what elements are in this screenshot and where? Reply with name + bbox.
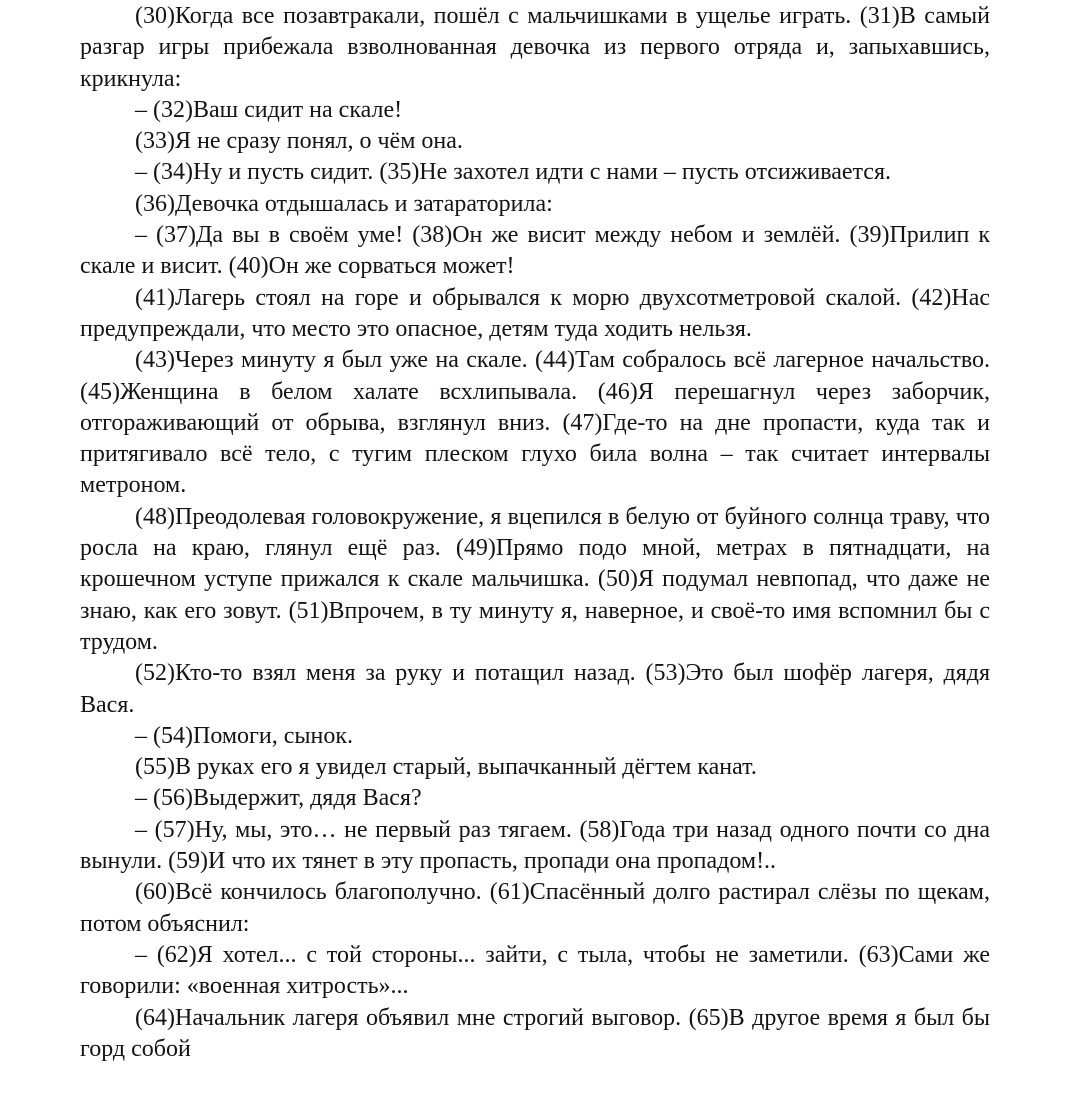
document-page: [80, 0, 990, 1105]
paragraph-57-59: – (57)Ну, мы, это… не первый раз тягаем. (58)Года три назад одного почти со дна вынули. (59)И что их тянет в эту пропасть, пропади она пропадом!..: [80, 816, 990, 875]
paragraph-62-63: – (62)Я хотел... с той стороны... зайти, с тыла, чтобы не заметили. (63)Сами же говорили: «военная хитрость»...: [80, 941, 990, 1000]
paragraph-32: – (32)Ваш сидит на скале!: [135, 96, 403, 123]
paragraph-55: (55)В руках его я увидел старый, выпачканный дёгтем канат.: [135, 754, 757, 781]
paragraph-48-51: (48)Преодолевая головокружение, я вцепился в белую от буйного солнца траву, что росла на краю, глянул ещё раз. (49)Прямо подо мной, метрах в пятнадцати, на крошечном уступе прижался к скале мальчишка. (50)Я подумал невпопад, что даже не знаю, как его зовут. (51)Впрочем, в ту минуту я, наверное, и своё-то имя вспомнил бы с трудом.: [80, 503, 990, 655]
paragraph-37-40: – (37)Да вы в своём уме! (38)Он же висит между небом и землёй. (39)Прилип к скале и висит. (40)Он же сорваться может!: [80, 222, 990, 280]
paragraph-56: – (56)Выдержит, дядя Вася?: [135, 785, 422, 812]
paragraph-52-53: (52)Кто-то взял меня за руку и потащил назад. (53)Это был шофёр лагеря, дядя Вася.: [80, 660, 990, 718]
paragraph-60-61: (60)Всё кончилось благополучно. (61)Спасённый долго растирал слёзы по щекам, потом объяснил:: [80, 879, 990, 937]
paragraph-41-42: (41)Лагерь стоял на горе и обрывался к морю двухсотметровой скалой. (42)Нас предупреждали, что место это опасное, детям туда ходить нельзя.: [80, 284, 990, 342]
paragraph-43-47: (43)Через минуту я был уже на скале. (44)Там собралось всё лагерное начальство. (45)Женщина в белом халате всхлипывала. (46)Я перешагнул через заборчик, отгораживающий от обрыва, взглянул вниз. (47)Где-то на дне пропасти, куда так и притягивало всё тело, с тугим плеском глухо била волна – так считает интервалы метроном.: [80, 347, 990, 499]
paragraph-34-35: – (34)Ну и пусть сидит. (35)Не захотел идти с нами – пусть отсиживается.: [135, 159, 891, 186]
paragraph-30-31: (30)Когда все позавтракали, пошёл с мальчишками в ущелье играть. (31)В самый разгар игры прибежала взволнованная девочка из первого отряда и, запыхавшись, крикнула:: [80, 3, 990, 92]
paragraph-54: – (54)Помоги, сынок.: [135, 722, 354, 749]
paragraph-33: (33)Я не сразу понял, о чём она.: [135, 128, 463, 155]
paragraph-64-65: (64)Начальник лагеря объявил мне строгий выговор. (65)В другое время я был бы горд собой: [80, 1004, 990, 1062]
paragraph-36: (36)Девочка отдышалась и затараторила:: [135, 190, 553, 217]
